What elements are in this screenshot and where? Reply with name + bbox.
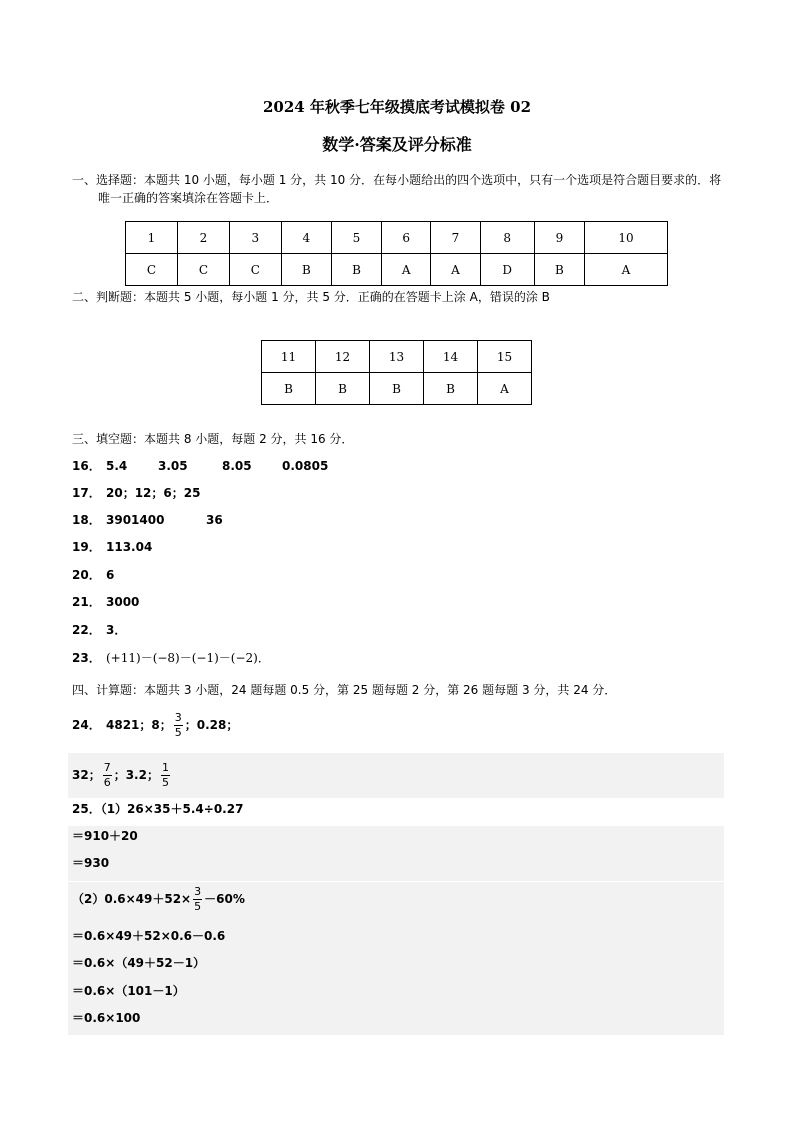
table-cell: A (584, 254, 667, 286)
question-number: 16． (72, 459, 101, 473)
table-cell: 6 (382, 222, 431, 254)
denominator: 5 (194, 900, 202, 913)
table-cell: 7 (431, 222, 480, 254)
table-cell: B (262, 373, 316, 405)
answer-value: （2）0.6×49＋52× (72, 892, 192, 906)
section4-heading: 四、计算题：本题共 3 小题，24 题每题 0.5 分，第 25 题每题 2 分，第 26 题每题 3 分，共 24 分． (72, 683, 617, 697)
question-number: 20． (72, 568, 101, 582)
table-cell: A (382, 254, 431, 286)
table-cell: 15 (478, 341, 532, 373)
table-cell: B (316, 373, 370, 405)
answer-24-continued (72, 757, 172, 793)
answer-25-line: ＝930 (72, 856, 110, 870)
table-cell: 10 (584, 222, 667, 254)
page-title: 2024 年秋季七年级摸底考试模拟卷 02 (262, 98, 532, 116)
question-number: 23． (72, 651, 101, 665)
answer-value: 6 (106, 568, 115, 582)
section1-answer-table (125, 221, 668, 286)
table-cell: 12 (316, 341, 370, 373)
fraction (193, 886, 202, 913)
answer-value: 36 (206, 513, 223, 527)
question-number: 22． (72, 623, 101, 637)
table-cell: A (478, 373, 532, 405)
section2-answer-row (262, 373, 532, 405)
answer-value: 0.0805 (282, 459, 329, 473)
answer-value: －60% (204, 892, 245, 906)
answer-24 (72, 710, 238, 740)
table-cell: 2 (177, 222, 229, 254)
section1-heading: 一、选择题：本题共 10 小题，每小题 1 分，共 10 分．在每小题给出的四个选项中，只有一个选项是符合题目要求的．将唯一正确的答案填涂在答题卡上． (72, 173, 722, 205)
table-cell: 3 (229, 222, 281, 254)
table-cell: 9 (534, 222, 584, 254)
answer-25-line: ＝0.6×（101－1） (72, 984, 185, 998)
numerator: 3 (194, 885, 202, 898)
answer-value: ；3.2； (113, 768, 159, 782)
denominator: 5 (174, 726, 182, 739)
answer-value: 32； (72, 768, 101, 782)
answer-20 (72, 566, 114, 584)
answer-25-line: ＝910＋20 (72, 829, 138, 843)
denominator: 6 (103, 776, 111, 789)
answer-value: 8.05 (222, 459, 252, 473)
table-cell: B (370, 373, 424, 405)
answer-16 (72, 457, 328, 475)
table-cell: B (331, 254, 381, 286)
table-cell: C (229, 254, 281, 286)
table-cell: 4 (281, 222, 331, 254)
question-number: 21． (72, 595, 101, 609)
answer-25-line: ＝0.6×（49＋52－1） (72, 956, 206, 970)
answer-expression: (+11)－(−8)－(−1)－(−2)． (106, 651, 270, 665)
question-number: 18． (72, 513, 101, 527)
answer-value: 4821；8； (106, 718, 172, 732)
table-cell: 13 (370, 341, 424, 373)
fraction (161, 762, 170, 789)
answer-23 (72, 649, 270, 667)
denominator: 5 (161, 776, 169, 789)
page-subtitle: 数学·答案及评分标准 (322, 135, 472, 154)
shaded-block (68, 826, 724, 881)
fraction (174, 712, 183, 739)
table-cell: A (431, 254, 480, 286)
table-cell: D (480, 254, 534, 286)
answer-19 (72, 538, 152, 556)
table-cell: 5 (331, 222, 381, 254)
question-number: 17． (72, 486, 101, 500)
answer-value: 3901400 (106, 513, 165, 527)
section2-heading: 二、判断题：本题共 5 小题，每小题 1 分，共 5 分．正确的在答题卡上涂 A，错误的涂 B (72, 290, 550, 304)
table-cell: 14 (424, 341, 478, 373)
section2-number-row (262, 341, 532, 373)
table-cell: B (534, 254, 584, 286)
answer-value: 113.04 (106, 540, 153, 554)
answer-22 (72, 621, 126, 639)
section3-heading: 三、填空题：本题共 8 小题，每题 2 分，共 16 分． (72, 432, 354, 446)
answer-21 (72, 593, 139, 611)
answer-17 (72, 484, 200, 502)
table-cell: C (177, 254, 229, 286)
answer-25-line: ＝0.6×49＋52×0.6－0.6 (72, 929, 226, 943)
section2-answer-table (261, 340, 532, 405)
question-number: 24． (72, 718, 101, 732)
section1-answer-row (126, 254, 668, 286)
answer-value: 3.05 (158, 459, 188, 473)
table-cell: 11 (262, 341, 316, 373)
numerator: 7 (103, 761, 111, 774)
answer-value: 3． (106, 623, 127, 637)
answer-25-line: 25．（1）26×35＋5.4÷0.27 (72, 802, 244, 816)
answer-value: 5.4 (106, 459, 128, 473)
fraction (103, 762, 112, 789)
table-cell: C (126, 254, 178, 286)
table-cell: 8 (480, 222, 534, 254)
answer-18 (72, 511, 223, 529)
answer-value: 20；12；6；25 (106, 486, 201, 500)
section1-number-row (126, 222, 668, 254)
answer-value: 3000 (106, 595, 140, 609)
numerator: 1 (161, 761, 169, 774)
question-number: 19． (72, 540, 101, 554)
answer-value: ；0.28； (184, 718, 239, 732)
table-cell: B (424, 373, 478, 405)
table-cell: B (281, 254, 331, 286)
table-cell: 1 (126, 222, 178, 254)
answer-25-part2 (72, 884, 245, 914)
answer-25-line: ＝0.6×100 (72, 1011, 141, 1025)
numerator: 3 (174, 711, 182, 724)
